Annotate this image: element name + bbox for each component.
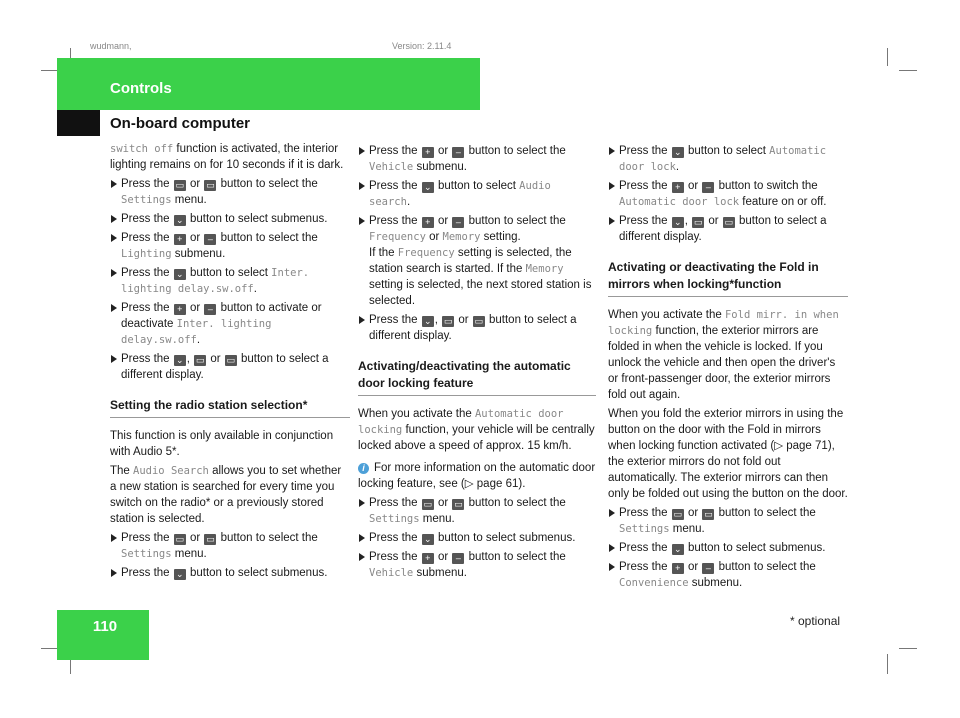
display-button-icon: ▭ [226, 355, 236, 365]
chevron-down-icon: ⌄ [174, 569, 186, 580]
list-item: Press the + or – button to select the Lighting submenu. [110, 230, 350, 262]
list-item: Press the ⌄ button to select Automatic door lock. [608, 143, 848, 175]
paragraph: When you activate the Automatic door locking function, your vehicle will be centrally locked above a speed of approx. 15 km/h. [358, 408, 595, 452]
list-item: Press the + or – button to select the Vehicle submenu. [358, 143, 596, 175]
plus-icon: + [422, 217, 434, 228]
divider [110, 417, 350, 418]
section-heading: Activating or deactivating the Fold in mirrors when locking*function [608, 260, 819, 291]
divider [358, 395, 596, 396]
list-item: Press the ⌄ button to select Audio search. [358, 178, 596, 210]
list-item: Press the ⌄ button to select submenus. [110, 565, 350, 581]
list-item-note: If the Frequency setting is selected, the station search is started. If the Memory setting is selected, the next stored station is selected. [369, 247, 592, 307]
footnote: * optional [790, 614, 841, 628]
list-item: Press the ⌄ button to select submenus. [358, 530, 596, 546]
plus-icon: + [672, 563, 684, 574]
chevron-down-icon: ⌄ [422, 534, 434, 545]
chevron-down-icon: ⌄ [672, 217, 684, 228]
paragraph: The Audio Search allows you to set whether a new station is searched for every time you switch on the radio* or a previously stored station is selected. [110, 465, 342, 525]
paragraph: switch off function is activated, the interior lighting remains on for 10 seconds if it is dark. [110, 143, 344, 171]
list-item: Press the ⌄ , ▭ or ▭ button to select a different display. [110, 351, 350, 383]
list-item: Press the ▭ or ▭ button to select the Settings menu. [358, 495, 596, 527]
plus-icon: + [422, 553, 434, 564]
display-button-icon: ▭ [195, 355, 205, 365]
list-item: Press the + or – button to switch the Automatic door lock feature on or off. [608, 178, 848, 210]
minus-icon: – [452, 147, 464, 158]
plus-icon: + [174, 234, 186, 245]
display-button-icon: ▭ [175, 534, 185, 544]
list-item: Press the ⌄ , ▭ or ▭ button to select a different display. [608, 213, 848, 245]
paragraph: This function is only available in conjunction with Audio 5*. [110, 430, 334, 458]
minus-icon: – [702, 182, 714, 193]
list-item: Press the ▭ or ▭ button to select the Settings menu. [110, 176, 350, 208]
list-item: Press the ⌄ button to select submenus. [110, 211, 350, 227]
paragraph: When you fold the exterior mirrors in using the button on the door with the Fold in mirrors when locking function activated (▷ page 71), the exterior mirrors do not fold out automatically. The exterior mirrors can then only be folded out using the button on the door. [608, 408, 848, 500]
column-3 [608, 141, 848, 594]
crop-mark [887, 48, 888, 66]
page-number: 110 [92, 618, 118, 635]
column-2 [358, 141, 596, 584]
display-button-icon: ▭ [474, 316, 484, 326]
minus-icon: – [452, 217, 464, 228]
divider [608, 296, 848, 297]
plus-icon: + [174, 304, 186, 315]
plus-icon: + [672, 182, 684, 193]
minus-icon: – [204, 234, 216, 245]
plus-icon: + [422, 147, 434, 158]
display-button-icon: ▭ [673, 509, 683, 519]
display-button-icon: ▭ [704, 509, 713, 519]
list-item: Press the + or – button to select the Convenience submenu. [608, 559, 848, 591]
paragraph: When you activate the Fold mirr. in when locking function, the exterior mirrors are folded in when the vehicle is locked. If you unlock the vehicle and then open the driver's or front-passenger door, the exterior mirrors fold out again. [608, 309, 839, 401]
chevron-down-icon: ⌄ [672, 147, 684, 158]
info-note: i For more information on the automatic door locking feature, see (▷ page 61). [358, 462, 596, 490]
meta-right: Version: 2.11.4 [392, 41, 452, 51]
list-item: Press the + or – button to select the Vehicle submenu. [358, 549, 596, 581]
chevron-down-icon: ⌄ [422, 316, 434, 327]
display-button-icon: ▭ [443, 316, 453, 326]
display-button-icon: ▭ [175, 180, 185, 190]
display-button-icon: ▭ [206, 180, 215, 190]
section-title: Controls [110, 80, 172, 97]
list-item: Press the ▭ or ▭ button to select the Settings menu. [608, 505, 848, 537]
chevron-down-icon: ⌄ [422, 182, 434, 193]
chevron-down-icon: ⌄ [672, 544, 684, 555]
page-title: On-board computer [110, 115, 251, 132]
display-button-icon: ▭ [423, 499, 433, 509]
section-heading: Activating/deactivating the automatic door locking feature [358, 359, 571, 390]
list-item: Press the ⌄ button to select Inter. lighting delay.sw.off. [110, 265, 350, 297]
column-1 [110, 141, 350, 584]
minus-icon: – [204, 304, 216, 315]
list-item: Press the ⌄ button to select submenus. [608, 540, 848, 556]
list-item: Press the ▭ or ▭ button to select the Settings menu. [110, 530, 350, 562]
info-icon: i [358, 463, 369, 474]
header-tab [57, 110, 100, 136]
section-heading: Setting the radio station selection* [110, 398, 308, 412]
display-button-icon: ▭ [206, 534, 215, 544]
list-item: Press the + or – button to activate or deactivate Inter. lighting delay.sw.off. [110, 300, 350, 348]
crop-mark [899, 70, 917, 71]
display-button-icon: ▭ [724, 217, 734, 227]
minus-icon: – [452, 553, 464, 564]
crop-mark [887, 654, 888, 674]
list-item: Press the ⌄ , ▭ or ▭ button to select a different display. [358, 312, 596, 344]
crop-mark [899, 648, 917, 649]
meta-left: wudmann, [90, 41, 132, 51]
chevron-down-icon: ⌄ [174, 355, 186, 366]
display-button-icon: ▭ [454, 499, 463, 509]
minus-icon: – [702, 563, 714, 574]
list-item: Press the + or – button to select the Frequency or Memory setting. If the Frequency setting is selected, the station search is started. If the Memory setting is selected, the next stored station is selected. [358, 213, 596, 309]
chevron-down-icon: ⌄ [174, 269, 186, 280]
display-button-icon: ▭ [693, 217, 703, 227]
chevron-down-icon: ⌄ [174, 215, 186, 226]
